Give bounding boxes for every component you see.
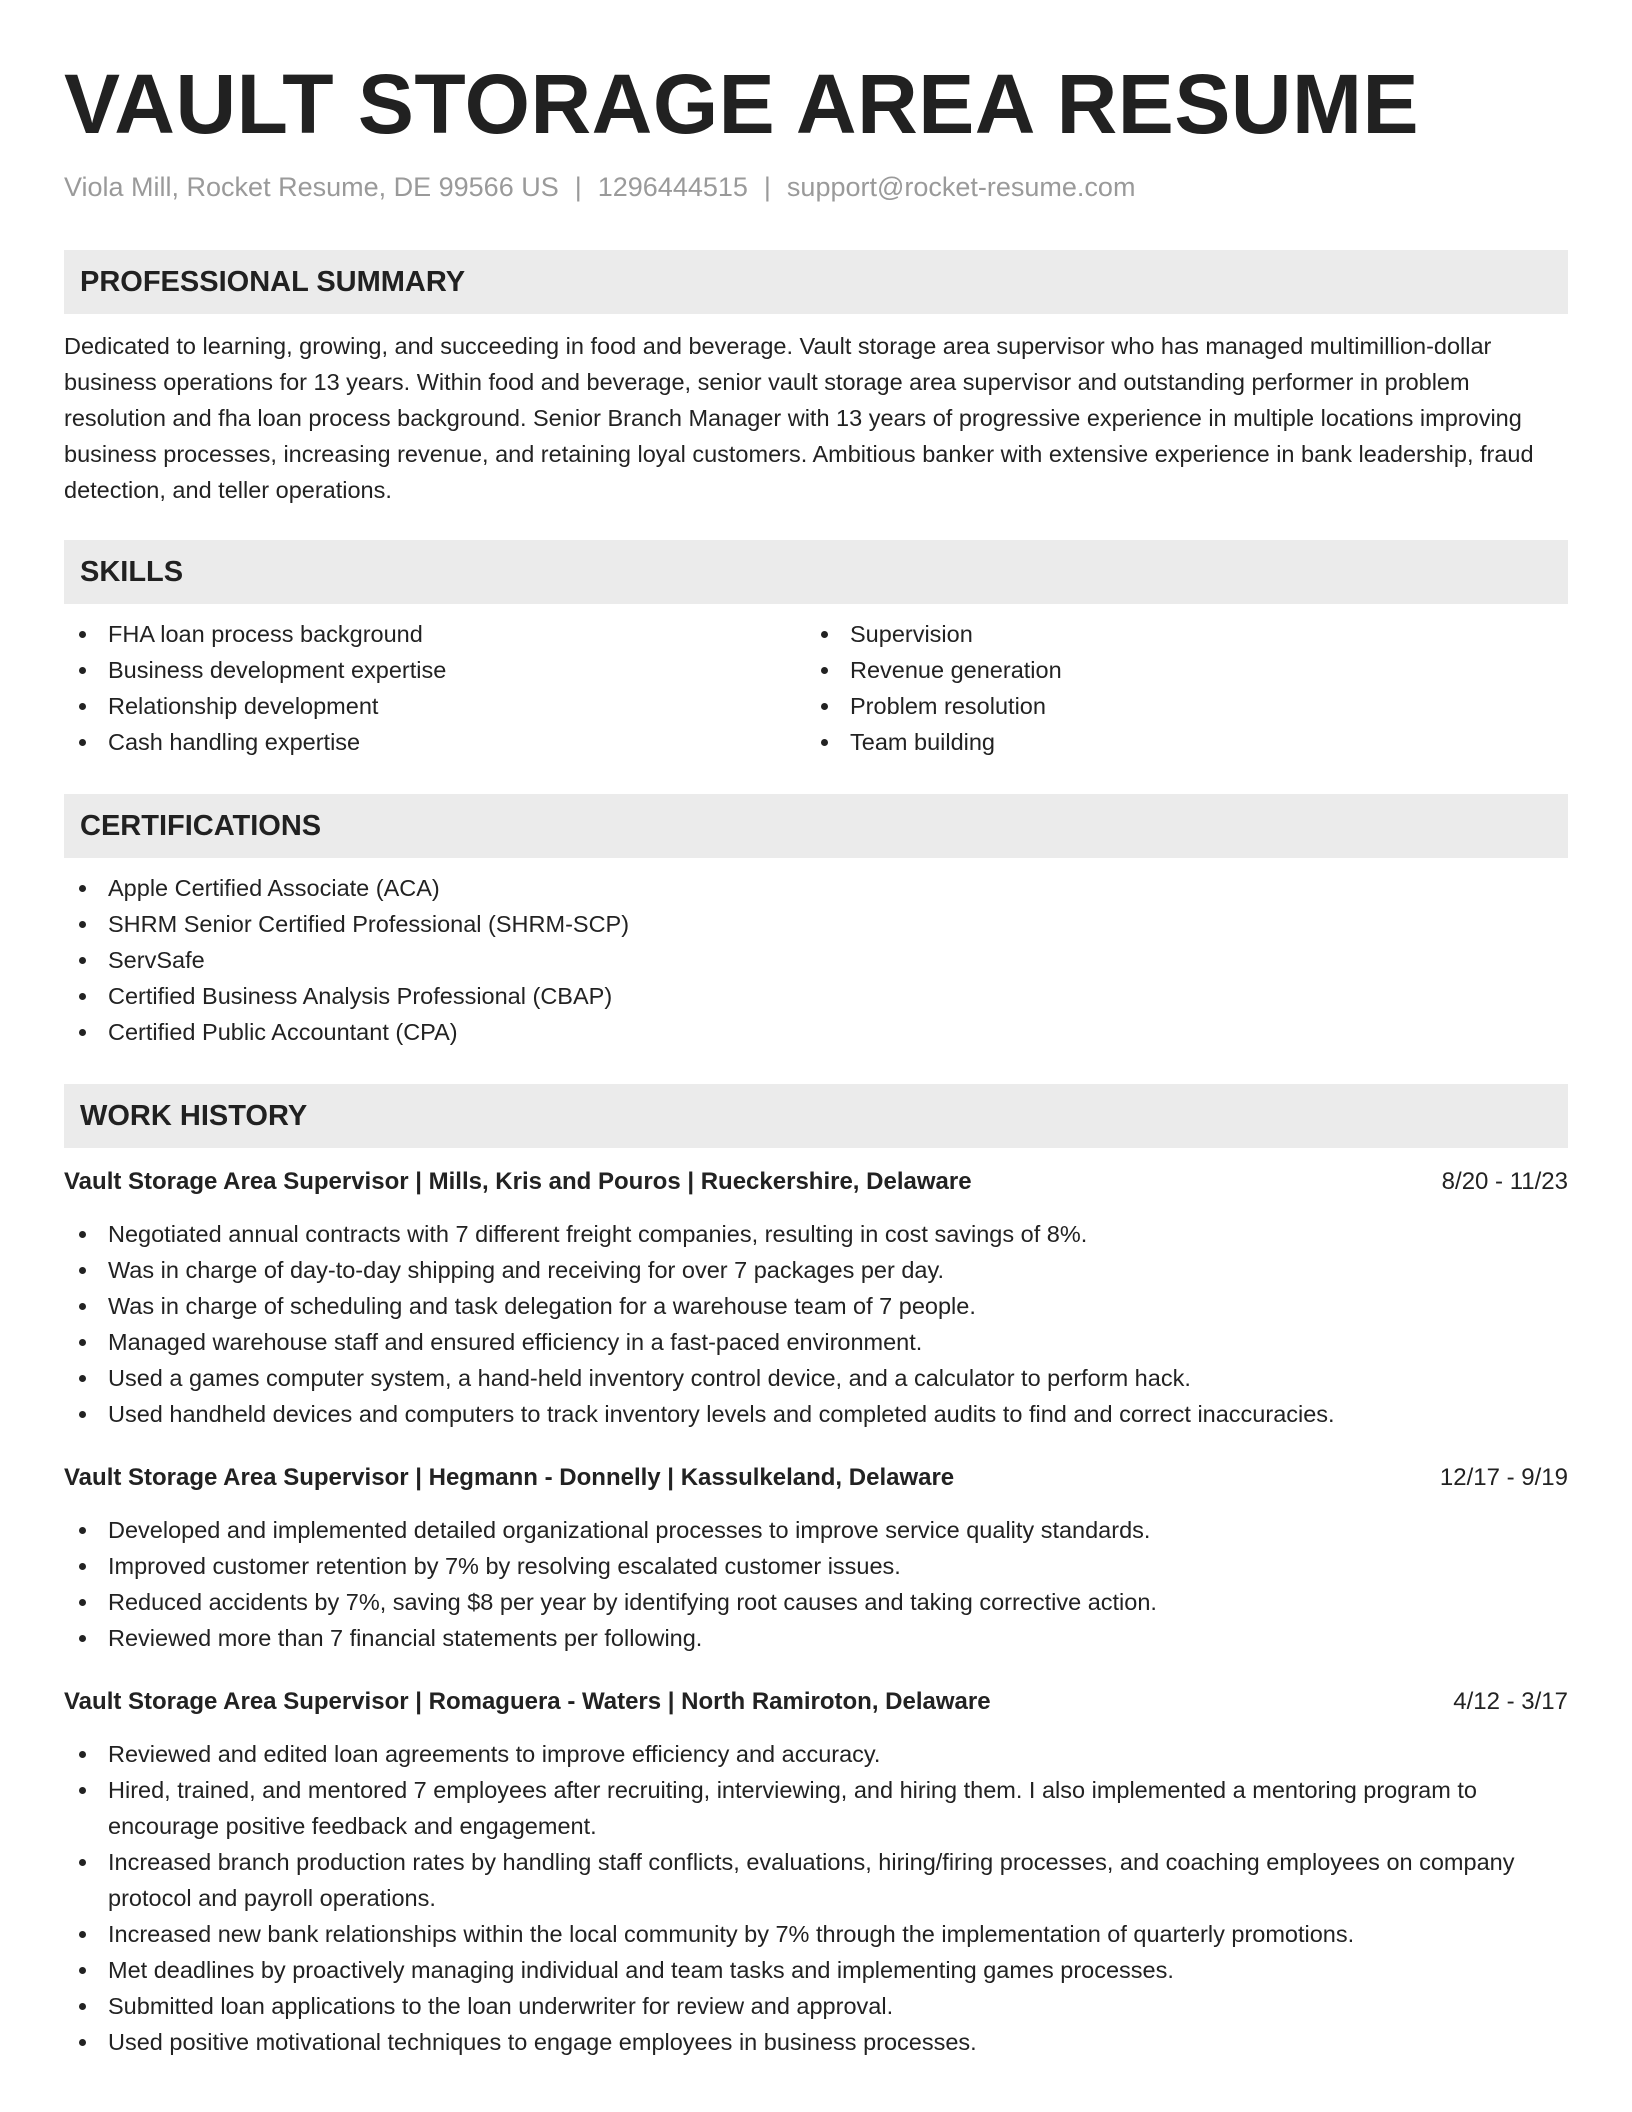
job-header (64, 1460, 1568, 1496)
certifications-section (64, 794, 1568, 1050)
job-bullet: Was in charge of day-to-day shipping and receiving for over 7 packages per day. (64, 1252, 1568, 1288)
job-bullet: Developed and implemented detailed organizational processes to improve service quality standards. (64, 1512, 1568, 1548)
job-header (64, 1684, 1568, 1720)
job-bullet: Improved customer retention by 7% by resolving escalated customer issues. (64, 1548, 1568, 1584)
job-bullets (64, 1512, 1568, 1656)
contact-line (64, 170, 1568, 204)
job-dates: 12/17 - 9/19 (1439, 1464, 1568, 1491)
skill-item: Team building (806, 724, 1568, 760)
job-entry (64, 1684, 1568, 2060)
certification-item: SHRM Senior Certified Professional (SHRM-SCP) (64, 906, 1568, 942)
job-bullet: Increased new bank relationships within the local community by 7% through the implementation of quarterly promotions. (64, 1916, 1568, 1952)
skill-item: Supervision (806, 616, 1568, 652)
contact-separator: | (574, 172, 582, 202)
certification-item: ServSafe (64, 942, 1568, 978)
job-bullet: Negotiated annual contracts with 7 different freight companies, resulting in cost savings of 8%. (64, 1216, 1568, 1252)
job-bullet: Reviewed more than 7 financial statements per following. (64, 1620, 1568, 1656)
job-bullet: Used handheld devices and computers to track inventory levels and completed audits to find and correct inaccuracies. (64, 1396, 1568, 1432)
job-bullet: Met deadlines by proactively managing individual and team tasks and implementing games processes. (64, 1952, 1568, 1988)
certifications-list (64, 870, 1568, 1050)
contact-phone: 1296444515 (597, 172, 748, 202)
job-bullet: Managed warehouse staff and ensured efficiency in a fast-paced environment. (64, 1324, 1568, 1360)
summary-text: Dedicated to learning, growing, and succeeding in food and beverage. Vault storage area supervisor who has managed multimillion-dollar business operations for 13 years. Within food and beverage, senior vault storage area supervisor and outstanding performer in problem resolution and fha loan process background. Senior Branch Manager with 13 years of progressive experience in multiple locations improving business processes, increasing revenue, and retaining loyal customers. Ambitious banker with extensive experience in bank leadership, fraud detection, and teller operations. (64, 333, 1534, 503)
skill-item: Business development expertise (64, 652, 806, 688)
skills-grid (64, 616, 1568, 760)
job-bullet: Reviewed and edited loan agreements to improve efficiency and accuracy. (64, 1736, 1568, 1772)
job-bullet: Hired, trained, and mentored 7 employees after recruiting, interviewing, and hiring them. I also implemented a mentoring program to encourage positive feedback and engagement. (64, 1772, 1568, 1844)
job-entry (64, 1164, 1568, 1432)
contact-email: support@rocket-resume.com (786, 172, 1136, 202)
work-history-heading: WORK HISTORY (64, 1084, 1568, 1148)
job-dates: 4/12 - 3/17 (1453, 1688, 1568, 1715)
summary-section (64, 250, 1568, 508)
skill-item: FHA loan process background (64, 616, 806, 652)
work-history-section (64, 1084, 1568, 2060)
job-title: Vault Storage Area Supervisor | Hegmann - Donnelly | Kassulkeland, Delaware (64, 1464, 955, 1491)
job-bullets (64, 1216, 1568, 1432)
summary-heading: PROFESSIONAL SUMMARY (64, 250, 1568, 314)
job-bullets (64, 1736, 1568, 2060)
contact-address: Viola Mill, Rocket Resume, DE 99566 US (64, 172, 559, 202)
certification-item: Apple Certified Associate (ACA) (64, 870, 1568, 906)
skills-list-left (64, 616, 806, 760)
skills-list-right (806, 616, 1568, 760)
skills-heading: SKILLS (64, 540, 1568, 604)
job-bullet: Increased branch production rates by handling staff conflicts, evaluations, hiring/firing processes, and coaching employees on company protocol and payroll operations. (64, 1844, 1568, 1916)
certification-item: Certified Business Analysis Professional (CBAP) (64, 978, 1568, 1014)
skill-item: Problem resolution (806, 688, 1568, 724)
job-bullet: Was in charge of scheduling and task delegation for a warehouse team of 7 people. (64, 1288, 1568, 1324)
job-entry (64, 1460, 1568, 1656)
job-title: Vault Storage Area Supervisor | Romaguera - Waters | North Ramiroton, Delaware (64, 1688, 991, 1715)
contact-separator: | (763, 172, 771, 202)
skill-item: Relationship development (64, 688, 806, 724)
job-bullet: Used positive motivational techniques to engage employees in business processes. (64, 2024, 1568, 2060)
certification-item: Certified Public Accountant (CPA) (64, 1014, 1568, 1050)
job-bullet: Submitted loan applications to the loan underwriter for review and approval. (64, 1988, 1568, 2024)
certifications-heading: CERTIFICATIONS (64, 794, 1568, 858)
skill-item: Cash handling expertise (64, 724, 806, 760)
skill-item: Revenue generation (806, 652, 1568, 688)
job-bullet: Reduced accidents by 7%, saving $8 per year by identifying root causes and taking corrective action. (64, 1584, 1568, 1620)
resume-title: VAULT STORAGE AREA RESUME (64, 57, 1420, 151)
job-dates: 8/20 - 11/23 (1441, 1168, 1568, 1195)
skills-section (64, 540, 1568, 760)
job-header (64, 1164, 1568, 1200)
job-bullet: Used a games computer system, a hand-held inventory control device, and a calculator to perform hack. (64, 1360, 1568, 1396)
job-title: Vault Storage Area Supervisor | Mills, Kris and Pouros | Rueckershire, Delaware (64, 1168, 972, 1195)
